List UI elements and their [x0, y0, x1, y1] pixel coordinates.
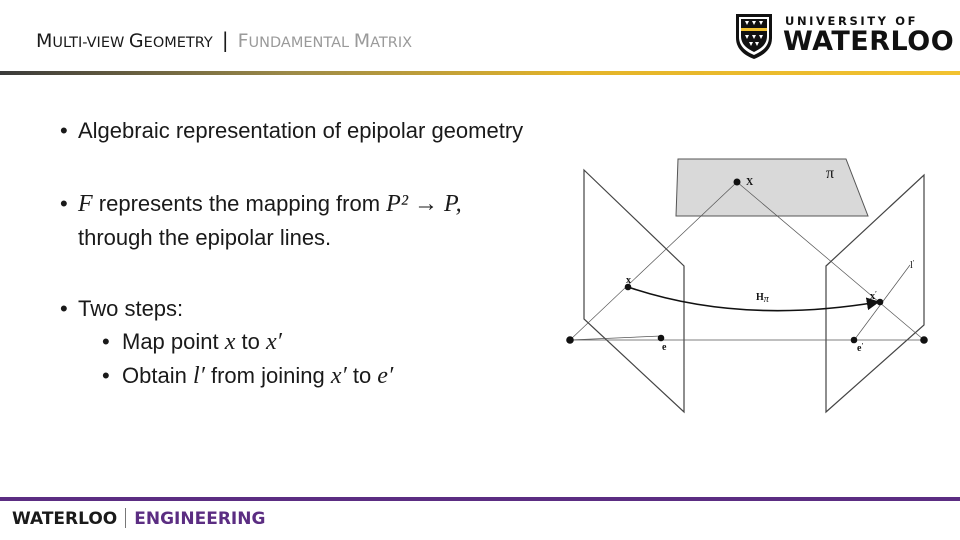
var-x: x [224, 329, 236, 355]
var-F: F [78, 191, 93, 217]
bullet-text: Two steps: [78, 296, 184, 321]
sub-text-3: to [346, 363, 378, 388]
slide-body [60, 112, 560, 444]
var-e-prime: e′ [377, 363, 394, 389]
title-main: MULTI-VIEW GEOMETRY [36, 30, 213, 52]
sub-bullet-obtain-line [60, 359, 560, 393]
slide-title [36, 28, 412, 52]
footer-waterloo: WATERLOO [12, 509, 118, 529]
label-e: e [662, 342, 667, 353]
title-subtitle: FUNDAMENTAL MATRIX [237, 30, 413, 52]
bullet-text: Algebraic representation of epipolar geometry [78, 118, 524, 143]
bullet-text-1: represents the mapping from [92, 191, 387, 216]
footer-separator [125, 508, 126, 528]
var-l-prime: l′ [192, 363, 205, 389]
label-x-prime: x′ [870, 290, 877, 302]
university-logo [734, 12, 955, 64]
point-X [734, 179, 741, 186]
crest-icon [734, 12, 774, 60]
label-e-prime: e′ [857, 342, 864, 354]
label-H-pi: Hπ [756, 292, 769, 305]
sub-bullet-map-point [60, 325, 560, 359]
bullet-two-steps [60, 292, 560, 325]
epipole-e [658, 335, 665, 342]
plane-pi [676, 159, 868, 216]
footer-divider [0, 497, 960, 501]
logo-waterloo: WATERLOO [783, 26, 955, 57]
var-x-prime: x′ [265, 329, 282, 355]
math-mapping: P² → P, [386, 191, 462, 217]
epipolar-geometry-figure [560, 150, 940, 420]
logo-university-of: UNIVERSITY OF [785, 14, 919, 28]
camera-center-left [566, 336, 574, 344]
homography-arrow [628, 287, 878, 311]
bullet-text-2: through the epipolar lines. [78, 225, 332, 250]
camera-center-right [920, 336, 928, 344]
label-l-prime: l′ [910, 259, 915, 271]
left-image-plane [584, 170, 684, 412]
label-pi: π [826, 165, 835, 182]
bullet-algebraic-representation [60, 114, 560, 147]
label-x: x [626, 275, 631, 286]
title-separator: | [221, 28, 229, 52]
epipolar-diagram [560, 150, 940, 420]
label-X: X [746, 177, 754, 188]
footer-engineering: ENGINEERING [134, 509, 266, 529]
header-divider [0, 71, 960, 75]
sub-text-2: from joining [204, 363, 331, 388]
bullet-f-mapping [60, 187, 560, 254]
sub-text-1: Map point [122, 329, 225, 354]
sub-text-1: Obtain [122, 363, 193, 388]
sub-text-2: to [235, 329, 266, 354]
footer-brand [12, 508, 265, 529]
var-x-prime: x′ [330, 363, 347, 389]
point-x-prime [877, 299, 884, 306]
